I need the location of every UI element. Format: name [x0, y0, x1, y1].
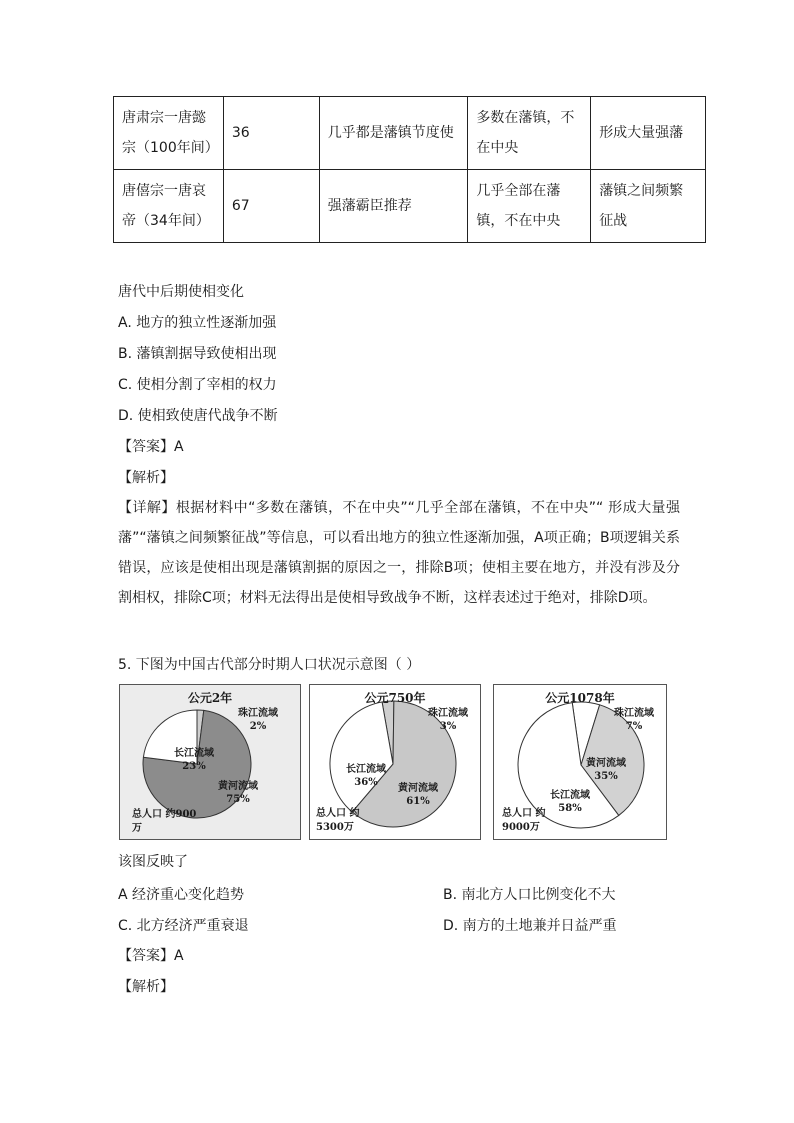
q4-analysis-heading: 【解析】 — [118, 470, 174, 486]
q4-stem: 唐代中后期使相变化 — [118, 284, 244, 300]
period-cell: 唐肃宗一唐懿宗（100年间） — [114, 97, 224, 170]
q4-option-c: C. 使相分割了宰相的权力 — [118, 377, 277, 393]
label-huanghe: 黄河流域 35% — [586, 758, 626, 782]
location-cell: 多数在藩镇，不在中央 — [468, 97, 591, 170]
pie-chart-750ad — [309, 684, 481, 840]
q5-follow: 该图反映了 — [118, 854, 188, 870]
label-zhujiang: 珠江流域 3% — [428, 708, 468, 732]
period-cell: 唐僖宗一唐哀帝（34年间） — [114, 170, 224, 243]
table-row — [114, 97, 706, 170]
total-population: 总人口 约9000万 — [502, 808, 546, 833]
official-table — [113, 96, 706, 243]
q4-detail: 【详解】根据材料中“多数在藩镇，不在中央”“几乎全部在藩镇，不在中央”“ 形成大量强藩”“藩镇之间频繁征战”等信息，可以看出地方的独立性逐渐加强，A项正确；B项逻辑关系错误，应该是使相出现是藩镇割据的原因之一，排除B项；使相主要在地方，并没有涉及分割相权，排除C项；材料无法得出是使相导致战争不断，这样表述过于绝对，排除D项。 — [118, 500, 680, 606]
label-changjiang: 长江流域 23% — [174, 748, 214, 772]
label-zhujiang: 珠江流域 2% — [238, 708, 278, 732]
chart-title: 公元2年 — [187, 691, 233, 705]
q5-option-a: A 经济重心变化趋势 — [118, 887, 245, 903]
q5-analysis-heading: 【解析】 — [118, 979, 174, 995]
origin-cell: 强藩霸臣推荐 — [319, 170, 468, 243]
label-changjiang: 长江流域 36% — [346, 764, 386, 788]
q4-option-a: A. 地方的独立性逐渐加强 — [118, 315, 277, 331]
chart-title: 公元1078年 — [545, 691, 615, 705]
pie-chart-2ad — [119, 684, 301, 840]
q4-option-d: D. 使相致使唐代战争不断 — [118, 408, 278, 424]
label-changjiang: 长江流域 58% — [550, 790, 590, 814]
count-cell: 36 — [223, 97, 319, 170]
q4-option-b: B. 藩镇割据导致使相出现 — [118, 346, 277, 362]
total-population: 总人口 约5300万 — [316, 808, 360, 833]
result-cell: 形成大量强藩 — [591, 97, 706, 170]
q5-option-b: B. 南北方人口比例变化不大 — [443, 887, 616, 903]
chart-title: 公元750年 — [364, 691, 426, 705]
q5-option-c: C. 北方经济严重衰退 — [118, 918, 249, 934]
count-cell: 67 — [223, 170, 319, 243]
q5-option-d: D. 南方的土地兼并日益严重 — [443, 918, 617, 934]
origin-cell: 几乎都是藩镇节度使 — [319, 97, 468, 170]
label-zhujiang: 珠江流域 7% — [614, 708, 654, 732]
q4-answer: 【答案】A — [118, 439, 184, 455]
population-charts — [119, 684, 667, 840]
location-cell: 几乎全部在藩镇，不在中央 — [468, 170, 591, 243]
label-huanghe: 黄河流域 61% — [398, 783, 438, 807]
label-huanghe: 黄河流域 75% — [218, 781, 258, 805]
pie-chart-1078ad — [493, 684, 667, 840]
result-cell: 藩镇之间频繁征战 — [591, 170, 706, 243]
q5-answer: 【答案】A — [118, 948, 184, 964]
q5-stem: 5. 下图为中国古代部分时期人口状况示意图（ ） — [118, 657, 421, 673]
table-row — [114, 170, 706, 243]
total-population: 总人口 约900万 — [132, 809, 197, 834]
